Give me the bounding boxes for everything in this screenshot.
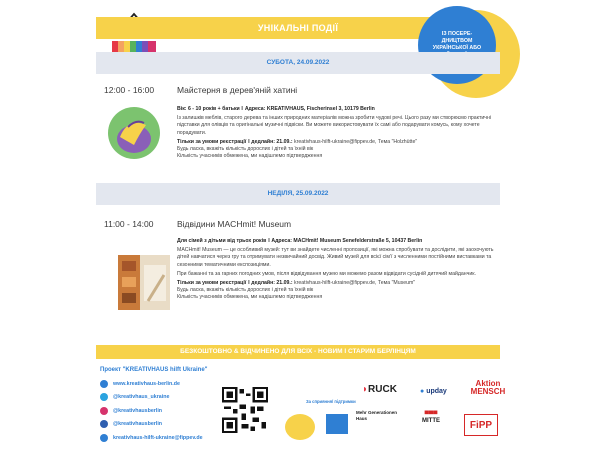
telegram-icon xyxy=(100,393,108,401)
telegram-link[interactable] xyxy=(100,391,203,403)
link-text: @kreativhausberlin xyxy=(113,421,163,428)
event-age: Для сімей з дітьми від трьох років xyxy=(177,238,267,244)
event-title: Майстерня в дерев'яній хатині xyxy=(177,85,298,95)
partner-logo-upday: ● upday xyxy=(420,388,447,395)
website-link[interactable] xyxy=(100,378,203,390)
partner-logo-mehrgenerationenhaus xyxy=(356,410,402,421)
event-time: 11:00 - 14:00 xyxy=(104,219,154,229)
deadline-label: дедлайн: 21.09.: xyxy=(251,138,293,145)
event-title: Відвідини MACHmit! Museum xyxy=(177,219,292,229)
date-banner-sunday xyxy=(96,183,500,205)
link-text: @kreativhaus_ukraine xyxy=(113,394,170,401)
free-entry-banner xyxy=(96,345,500,359)
instagram-link[interactable] xyxy=(100,405,203,417)
separator: ǁ xyxy=(247,280,250,287)
date-label: СУБОТА, 24.09.2022 xyxy=(266,59,330,66)
registration-details: kreativhaus-hilft-ukraine@fippev.de, Тема "Holzhütte" xyxy=(294,138,418,145)
partner-name: Mehr Generationen Haus xyxy=(356,410,398,421)
event-weather-note: При бажанні та за гарних погодних умов, після відвідування музею ми можемо разом відвідати сусідній дитячий майданчик. xyxy=(177,270,476,277)
date-banner-saturday xyxy=(96,52,500,74)
event-address: Адреса: KREATIVHAUS, Fischerinsel 3, 10179 Berlin xyxy=(244,106,375,112)
partner-logo-mitte: ▀▀▀ MITTE xyxy=(422,412,440,424)
museum-photo xyxy=(118,255,170,310)
link-text: kreativhaus-hilft-ukraine@fippev.de xyxy=(113,434,203,441)
note-limited: Кількість учасників обмежена, ми надішлемо підтвердження xyxy=(177,294,323,301)
partner-logo-fipp xyxy=(464,414,498,436)
partner-name: FiPP xyxy=(469,420,493,431)
contact-links xyxy=(100,378,203,445)
partner-name: RUCK xyxy=(368,384,397,395)
partner-logo-bike xyxy=(326,414,348,434)
registration-label: Тільки за умови реєстрації xyxy=(177,138,247,145)
globe-icon xyxy=(100,380,108,388)
email-icon xyxy=(100,434,108,442)
partner-logo-aktion-mensch xyxy=(460,380,516,396)
partner-logo-kreativhaus xyxy=(285,414,315,440)
free-entry-text: БЕЗКОШТОВНО & ВІДЧИНЕНО ДЛЯ ВСІХ - НОВИМ І СТАРИМ БЕРЛІНЦЯМ xyxy=(180,348,416,355)
date-label: НЕДІЛЯ, 25.09.2022 xyxy=(267,190,329,197)
partner-name: upday xyxy=(426,388,447,395)
qr-code[interactable] xyxy=(222,387,268,433)
event-time: 12:00 - 16:00 xyxy=(104,85,155,95)
facebook-link[interactable] xyxy=(100,418,203,430)
language-badge-text: ІЗ ПОСЕРЕ-ДНИЦТВОМ УКРАЇНСЬКОЇ АБО xyxy=(432,31,482,51)
link-text: @kreativhausberlin xyxy=(113,407,163,414)
partner-name: Aktion MENSCH xyxy=(470,379,506,396)
event-description: MACHmit! Museum — це особливий музей: тут ви знайдете численні пропозиції, які можна спробувати та дослідити, які заохочують дітей навчатися через гру та отримувати незвичайний досвід. Живий музей для всієї сім'ї з численними постійними виставками та сезонними тематичними експозиціями. xyxy=(177,247,494,268)
separator: ǁ xyxy=(267,238,270,244)
separator: ǁ xyxy=(247,138,250,145)
facebook-icon xyxy=(100,420,108,428)
note-ages: Будь ласка, вкажіть кількість дорослих і дітей та їхній вік xyxy=(177,146,314,153)
registration-label: Тільки за умови реєстрації xyxy=(177,280,247,287)
note-ages: Будь ласка, вкажіть кількість дорослих і дітей та їхній вік xyxy=(177,287,314,294)
event-details-sunday xyxy=(177,238,497,304)
wooden-hut-illustration xyxy=(106,105,162,161)
event-age: Вік: 6 - 10 років + батьки xyxy=(177,106,240,112)
link-text: www.kreativhaus-berlin.de xyxy=(113,381,180,387)
partner-name: MITTE xyxy=(422,418,440,424)
event-details-saturday xyxy=(177,106,497,162)
email-link[interactable] xyxy=(100,432,203,444)
partner-logo-ruck: ◗RUCK xyxy=(362,384,397,395)
deadline-label: дедлайн: 21.09.: xyxy=(251,280,293,287)
supported-by-label: За сприяння/ підтримки xyxy=(306,399,356,404)
project-name: Проект "KREATIVHAUS hilft Ukraine" xyxy=(100,367,208,373)
registration-details: kreativhaus-hilft-ukraine@fippev.de, Тема "Museum" xyxy=(294,280,416,287)
instagram-icon xyxy=(100,407,108,415)
separator: ǁ xyxy=(241,106,244,112)
event-description: Із залишків меблів, старого дерева та інших природних матеріалів можна зробити чудові речі. Цього разу ми створюємо практичні підставки для олівців та оригінальні музичні підвіски. Ви можете використовувати їх самі або подарувати комусь, кому хочете порадувати. xyxy=(177,115,491,136)
event-address: Адреса: MACHmit! Museum Senefelderstraße 5, 10437 Berlin xyxy=(271,238,423,244)
page-title: УНІКАЛЬНІ ПОДІЇ xyxy=(257,23,339,33)
note-limited: Кількість учасників обмежена, ми надішлемо підтвердження xyxy=(177,153,323,160)
